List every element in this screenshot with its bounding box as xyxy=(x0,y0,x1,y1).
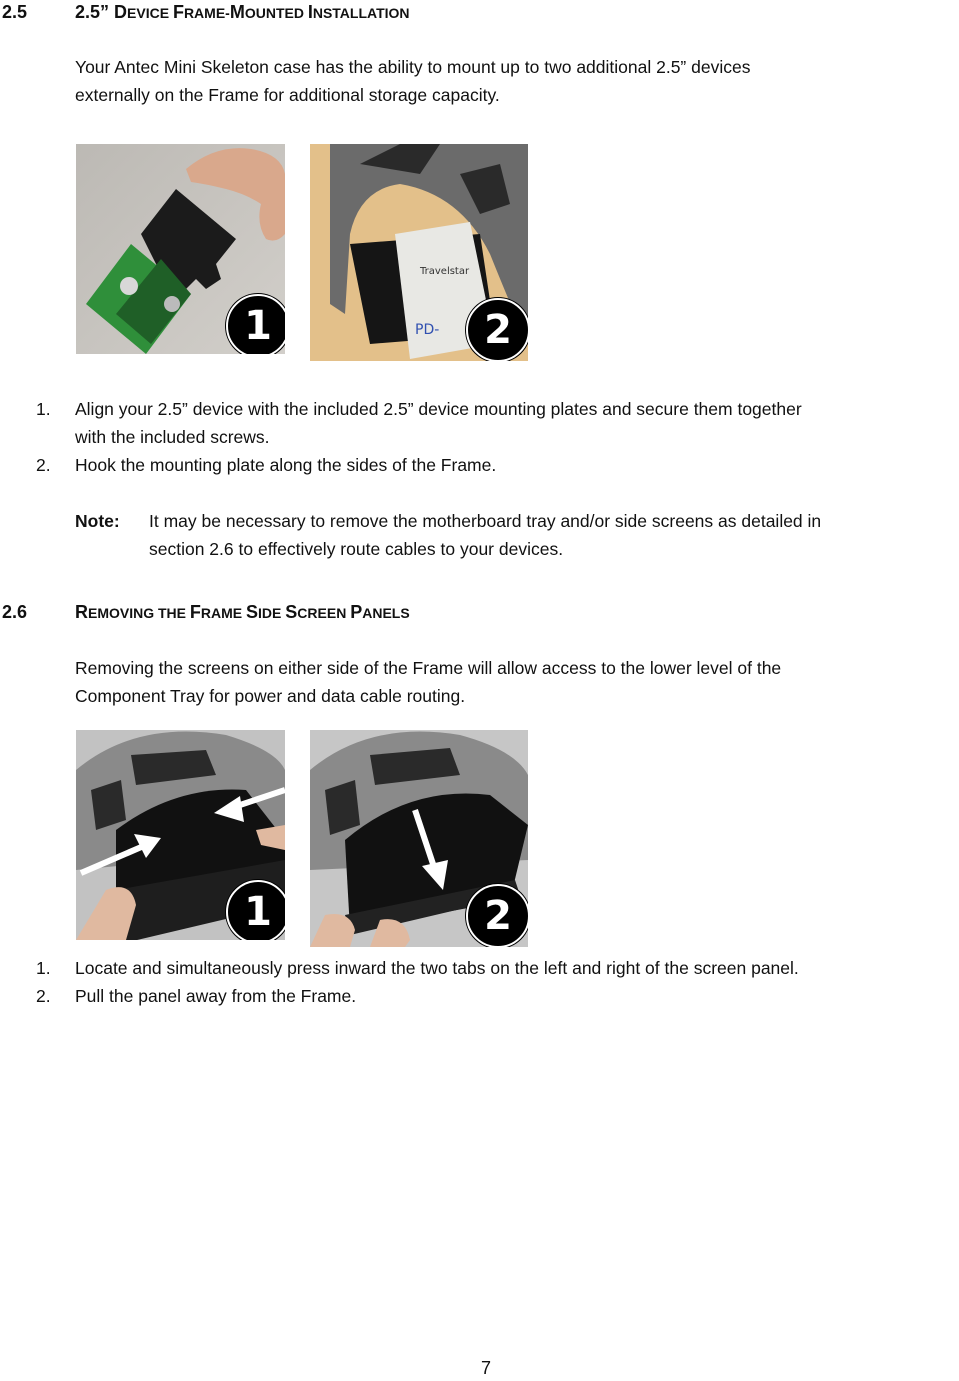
step-badge: 2 xyxy=(466,884,528,947)
step-number: 1. xyxy=(36,958,51,978)
step-number: 2. xyxy=(36,986,51,1006)
page-number: 7 xyxy=(481,1358,492,1378)
title-part: RAME- xyxy=(183,5,230,21)
title-part: ANELS xyxy=(362,605,410,621)
title-part: NSTALLATION xyxy=(312,5,410,21)
title-part: S xyxy=(285,602,298,622)
title-part: R xyxy=(75,602,88,622)
intro-line: externally on the Frame for additional storage capacity. xyxy=(75,85,500,105)
step-number: 1. xyxy=(36,399,51,419)
title-part: S xyxy=(246,602,259,622)
figure-hdd-mounted xyxy=(310,144,528,361)
section-intro xyxy=(75,654,781,710)
svg-text:PD-: PD- xyxy=(415,322,440,338)
step-line: Align your 2.5” device with the included 2.5” device mounting plates and secure them together xyxy=(75,399,802,419)
step-badge: 1 xyxy=(226,880,285,940)
title-part: P xyxy=(350,602,363,622)
section-title xyxy=(75,602,410,623)
title-part: F xyxy=(172,2,184,22)
intro-line: Removing the screens on either side of the Frame will allow access to the lower level of the xyxy=(75,658,782,678)
title-part: OUNTED xyxy=(244,5,308,21)
note-line: section 2.6 to effectively route cables to your devices. xyxy=(149,539,564,559)
step-text xyxy=(75,395,802,451)
step-line: with the included screws. xyxy=(75,427,270,447)
title-part: RAME xyxy=(200,605,247,621)
figure-press-tabs xyxy=(76,730,285,940)
title-part: EVICE xyxy=(127,5,173,21)
figure-pull-panel xyxy=(310,730,528,947)
section-number: 2.5 xyxy=(2,2,28,22)
step-line: Hook the mounting plate along the sides of the Frame. xyxy=(75,455,497,475)
step-text xyxy=(75,982,356,1010)
title-part: CREEN xyxy=(297,605,351,621)
title-part: EMOVING THE xyxy=(88,605,190,621)
step-badge: 1 xyxy=(226,294,285,354)
section-title xyxy=(75,2,410,23)
section-intro xyxy=(75,53,750,109)
note-line: It may be necessary to remove the motherboard tray and/or side screens as detailed in xyxy=(149,511,822,531)
note-label: Note: xyxy=(75,511,120,531)
title-part: M xyxy=(229,2,245,22)
step-line: Pull the panel away from the Frame. xyxy=(75,986,357,1006)
note-text xyxy=(149,507,821,563)
intro-line: Your Antec Mini Skeleton case has the ability to mount up to two additional 2.5” devices xyxy=(75,57,751,77)
section-number: 2.6 xyxy=(2,602,28,622)
title-part: I xyxy=(307,2,313,22)
title-part: F xyxy=(189,602,201,622)
intro-line: Component Tray for power and data cable routing. xyxy=(75,686,466,706)
figure-hdd-and-plate xyxy=(76,144,285,354)
svg-text:Travelstar: Travelstar xyxy=(420,266,470,277)
title-part: IDE xyxy=(258,605,286,621)
step-text xyxy=(75,954,799,982)
title-part: 2.5” D xyxy=(75,2,128,22)
step-text xyxy=(75,451,496,479)
step-line: Locate and simultaneously press inward the two tabs on the left and right of the screen panel. xyxy=(75,958,799,978)
step-number: 2. xyxy=(36,455,51,475)
step-badge: 2 xyxy=(466,298,528,361)
